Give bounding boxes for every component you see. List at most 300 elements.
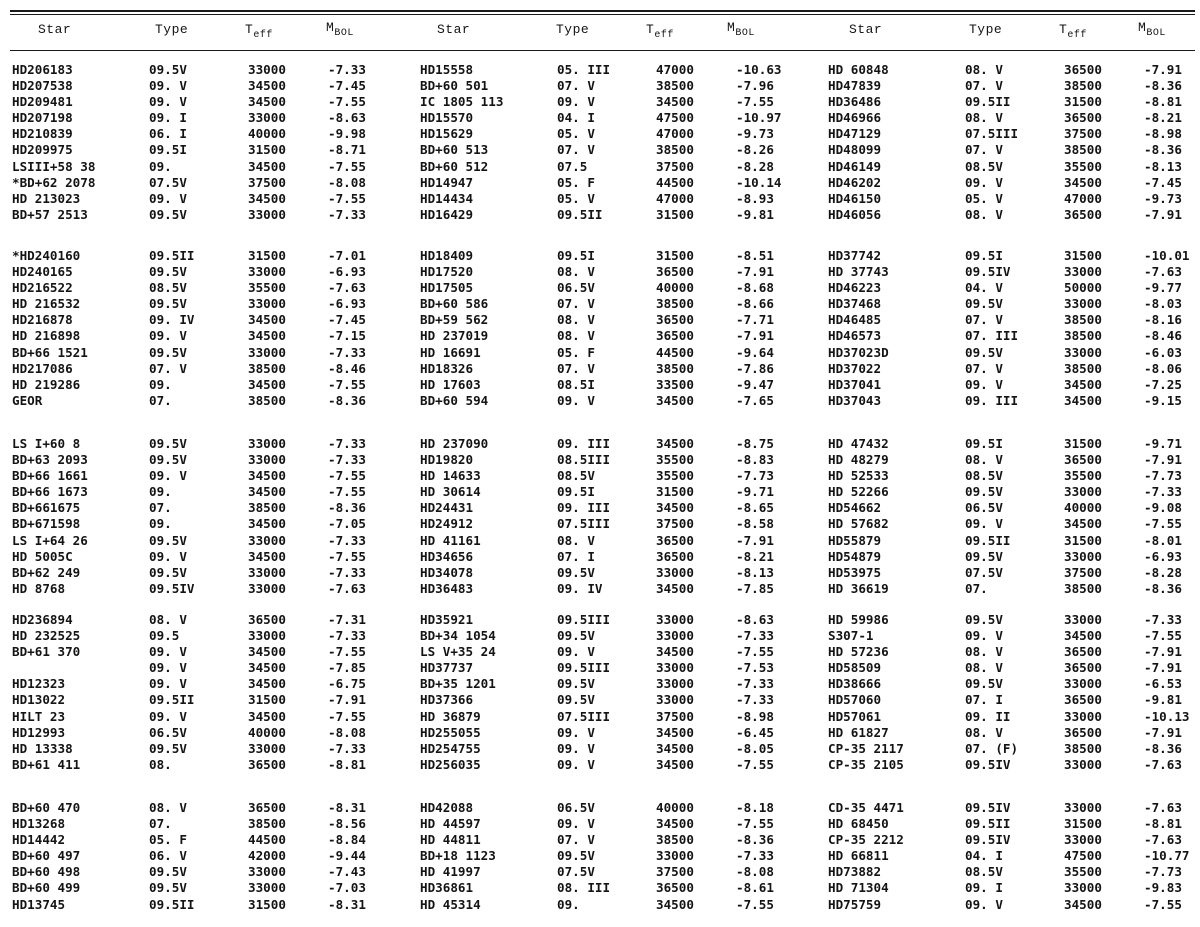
star-name: HD38666 — [828, 676, 882, 692]
table-row — [828, 533, 1200, 549]
mbol-value: -7.45 — [328, 312, 366, 328]
star-name: GEOR — [12, 392, 43, 408]
row-group — [12, 800, 407, 913]
teff-value: 34500 — [248, 708, 286, 724]
spectral-type: 08. V — [965, 660, 1003, 676]
table-row — [12, 549, 407, 565]
spectral-type: 09. V — [557, 816, 595, 832]
spectral-type: 07. V — [965, 360, 1003, 376]
star-name: HD 237090 — [420, 436, 489, 451]
mbol-value: -7.63 — [1144, 800, 1182, 815]
star-name: BD+60 470 — [12, 800, 81, 815]
table-row — [12, 484, 407, 500]
header-teff — [646, 22, 674, 41]
table-row — [12, 533, 407, 549]
star-name: HD48099 — [828, 142, 882, 158]
teff-value: 33000 — [248, 62, 286, 77]
star-name: BD+60 512 — [420, 158, 489, 174]
teff-value: 47000 — [656, 62, 694, 77]
header-mbol-main: M — [1138, 20, 1147, 35]
mbol-value: -7.33 — [1144, 612, 1182, 627]
teff-value: 47000 — [1064, 190, 1102, 206]
mbol-value: -9.47 — [736, 376, 774, 392]
spectral-type: 06.5V — [149, 724, 187, 740]
table-row — [828, 816, 1200, 832]
spectral-type: 09.5V — [149, 436, 187, 451]
star-name: BD+661675 — [12, 500, 81, 516]
spectral-type: 09.5I — [149, 142, 187, 158]
table-row — [828, 159, 1200, 175]
mbol-value: -7.91 — [736, 264, 774, 280]
teff-value: 33000 — [1064, 800, 1102, 815]
spectral-type: 09. — [149, 484, 172, 500]
mbol-value: -8.81 — [1144, 816, 1182, 832]
teff-value: 44500 — [248, 832, 286, 848]
spectral-type: 09. V — [149, 660, 187, 676]
teff-value: 36500 — [1064, 206, 1102, 222]
spectral-type: 09. I — [149, 110, 187, 126]
teff-value: 36500 — [1064, 692, 1102, 708]
header-mbol-sub: BOL — [334, 28, 354, 39]
teff-value: 34500 — [656, 756, 694, 772]
star-name: HD 66811 — [828, 848, 889, 864]
table-row — [828, 628, 1200, 644]
spectral-type: 09. V — [149, 468, 187, 484]
table-row — [420, 94, 815, 110]
teff-value: 36500 — [1064, 452, 1102, 468]
mbol-value: -6.53 — [1144, 676, 1182, 692]
header-mbol-main: M — [326, 20, 335, 35]
teff-value: 34500 — [1064, 392, 1102, 408]
star-name: HD 68450 — [828, 816, 889, 832]
table-row — [420, 612, 815, 628]
mbol-value: -7.55 — [328, 468, 366, 484]
row-group — [420, 248, 815, 409]
row-group — [420, 436, 815, 597]
star-name: HD19820 — [420, 452, 474, 468]
mbol-value: -6.93 — [328, 264, 366, 280]
table-row — [828, 612, 1200, 628]
row-group — [420, 62, 815, 223]
star-name: HD34078 — [420, 564, 474, 580]
star-name: HD57060 — [828, 692, 882, 708]
spectral-type: 09.5V — [149, 62, 187, 77]
spectral-type: 08.5III — [557, 452, 611, 468]
star-name: HD58509 — [828, 660, 882, 676]
teff-value: 36500 — [1064, 62, 1102, 77]
spectral-type: 09. III — [557, 436, 611, 451]
table-row — [12, 660, 407, 676]
star-name: HD 5005C — [12, 548, 73, 564]
teff-value: 38500 — [656, 78, 694, 94]
spectral-type: 09.5V — [149, 296, 187, 312]
spectral-type: 09.5I — [965, 436, 1003, 451]
star-name: HD 44811 — [420, 832, 481, 848]
teff-value: 33000 — [248, 864, 286, 880]
spectral-type: 09. V — [965, 628, 1003, 644]
star-name: HD14434 — [420, 190, 474, 206]
header-teff — [1059, 22, 1087, 41]
table-row — [12, 62, 407, 78]
teff-value: 34500 — [656, 94, 694, 110]
teff-value: 31500 — [656, 248, 694, 263]
table-row — [12, 248, 407, 264]
teff-value: 33500 — [656, 376, 694, 392]
table-row — [828, 377, 1200, 393]
star-name: HD42088 — [420, 800, 474, 815]
mbol-value: -7.65 — [736, 392, 774, 408]
spectral-type: 09. V — [965, 896, 1003, 912]
spectral-type: 09.5V — [149, 452, 187, 468]
mbol-value: -8.75 — [736, 436, 774, 451]
teff-value: 33000 — [248, 740, 286, 756]
star-name: BD+60 499 — [12, 880, 81, 896]
teff-value: 33000 — [248, 580, 286, 596]
mbol-value: -8.05 — [736, 740, 774, 756]
teff-value: 31500 — [1064, 532, 1102, 548]
table-row — [828, 676, 1200, 692]
teff-value: 34500 — [248, 78, 286, 94]
spectral-type: 09. V — [149, 644, 187, 660]
table-row — [420, 676, 815, 692]
header-mbol — [727, 20, 755, 39]
teff-value: 34500 — [248, 516, 286, 532]
spectral-type: 09. I — [965, 880, 1003, 896]
table-row — [420, 142, 815, 158]
row-group — [12, 62, 407, 223]
spectral-type: 09.5V — [149, 344, 187, 360]
teff-value: 34500 — [248, 328, 286, 344]
teff-value: 36500 — [1064, 110, 1102, 126]
teff-value: 40000 — [1064, 500, 1102, 516]
spectral-type: 06.5V — [557, 280, 595, 296]
teff-value: 37500 — [656, 516, 694, 532]
mbol-value: -7.55 — [736, 756, 774, 772]
spectral-type: 05. V — [557, 190, 595, 206]
mbol-value: -7.55 — [1144, 896, 1182, 912]
table-row — [420, 741, 815, 757]
star-name: LS I+60 8 — [12, 436, 81, 451]
star-name: HD46149 — [828, 158, 882, 174]
teff-value: 31500 — [248, 142, 286, 158]
table-row — [828, 94, 1200, 110]
star-name: BD+671598 — [12, 516, 81, 532]
spectral-type: 07.5III — [965, 126, 1019, 142]
spectral-type: 09.5V — [149, 532, 187, 548]
row-group — [828, 800, 1200, 913]
table-row — [420, 78, 815, 94]
mbol-value: -7.55 — [328, 94, 366, 110]
teff-value: 33000 — [248, 532, 286, 548]
table-row — [828, 345, 1200, 361]
mbol-value: -7.53 — [736, 660, 774, 676]
table-row — [420, 393, 815, 409]
spectral-type: 09.5V — [557, 692, 595, 708]
teff-value: 36500 — [656, 548, 694, 564]
mbol-value: -9.81 — [736, 206, 774, 222]
spectral-type: 08. V — [965, 110, 1003, 126]
table-row — [828, 191, 1200, 207]
teff-value: 34500 — [656, 500, 694, 516]
mbol-value: -9.15 — [1144, 392, 1182, 408]
table-row — [828, 110, 1200, 126]
spectral-type: 09.5V — [149, 564, 187, 580]
table-row — [828, 361, 1200, 377]
mbol-value: -8.28 — [736, 158, 774, 174]
table-row — [828, 436, 1200, 452]
table-row — [828, 864, 1200, 880]
star-name: HD 41161 — [420, 532, 481, 548]
mbol-value: -7.73 — [1144, 468, 1182, 484]
row-group — [828, 612, 1200, 773]
spectral-type: 09.5IV — [965, 800, 1011, 815]
table-row — [828, 581, 1200, 597]
table-row — [12, 264, 407, 280]
spectral-type: 07. III — [965, 328, 1019, 344]
star-name: HD 57682 — [828, 516, 889, 532]
mbol-value: -10.77 — [1144, 848, 1190, 864]
spectral-type: 09. II — [965, 708, 1011, 724]
teff-value: 38500 — [1064, 142, 1102, 158]
spectral-type: 07. V — [557, 142, 595, 158]
table-row — [12, 452, 407, 468]
star-name: HD 8768 — [12, 580, 66, 596]
table-row — [828, 126, 1200, 142]
spectral-type: 09.5II — [149, 692, 195, 708]
spectral-type: 09.5V — [965, 612, 1003, 627]
teff-value: 44500 — [656, 174, 694, 190]
mbol-value: -7.45 — [328, 78, 366, 94]
spectral-type: 09. V — [149, 548, 187, 564]
spectral-type: 09.5V — [557, 628, 595, 644]
table-row — [420, 452, 815, 468]
spectral-type: 05. F — [149, 832, 187, 848]
teff-value: 34500 — [248, 94, 286, 110]
teff-value: 38500 — [656, 832, 694, 848]
star-name: BD+61 370 — [12, 644, 81, 660]
star-name: HD37742 — [828, 248, 882, 263]
star-name: HD37366 — [420, 692, 474, 708]
teff-value: 47000 — [656, 126, 694, 142]
row-group — [828, 248, 1200, 409]
spectral-type: 05. III — [557, 62, 611, 77]
teff-value: 33000 — [1064, 344, 1102, 360]
mbol-value: -7.63 — [328, 280, 366, 296]
spectral-type: 09. V — [557, 740, 595, 756]
teff-value: 34500 — [248, 660, 286, 676]
table-row — [420, 62, 815, 78]
star-name: HD37468 — [828, 296, 882, 312]
mbol-value: -7.55 — [736, 94, 774, 110]
spectral-type: 09. V — [149, 676, 187, 692]
table-row — [12, 565, 407, 581]
mbol-value: -7.55 — [328, 644, 366, 660]
mbol-value: -7.05 — [328, 516, 366, 532]
mbol-value: -9.83 — [1144, 880, 1182, 896]
spectral-type: 05. F — [557, 174, 595, 190]
spectral-type: 09.5V — [557, 848, 595, 864]
star-name: HD 213023 — [12, 190, 81, 206]
header-mbol-main: M — [727, 20, 736, 35]
teff-value: 37500 — [656, 158, 694, 174]
star-name: HD206183 — [12, 62, 73, 77]
teff-value: 47500 — [656, 110, 694, 126]
table-row — [828, 897, 1200, 913]
mbol-value: -7.91 — [736, 328, 774, 344]
mbol-value: -10.63 — [736, 62, 782, 77]
mbol-value: -8.63 — [328, 110, 366, 126]
teff-value: 38500 — [1064, 78, 1102, 94]
spectral-type: 09.5II — [149, 248, 195, 263]
mbol-value: -7.63 — [328, 580, 366, 596]
mbol-value: -7.33 — [1144, 484, 1182, 500]
header-type: Type — [155, 22, 189, 37]
mbol-value: -8.21 — [1144, 110, 1182, 126]
table-row — [420, 264, 815, 280]
teff-value: 38500 — [656, 296, 694, 312]
mbol-value: -7.85 — [328, 660, 366, 676]
table-row — [828, 62, 1200, 78]
spectral-type: 09.5V — [149, 880, 187, 896]
spectral-type: 09. V — [149, 94, 187, 110]
table-row — [828, 500, 1200, 516]
star-name: HILT 23 — [12, 708, 66, 724]
spectral-type: 09. V — [557, 94, 595, 110]
teff-value: 33000 — [248, 436, 286, 451]
star-name: HD209975 — [12, 142, 73, 158]
star-name: HD47839 — [828, 78, 882, 94]
mbol-value: -7.31 — [328, 612, 366, 627]
teff-value: 36500 — [1064, 724, 1102, 740]
star-name: HD209481 — [12, 94, 73, 110]
header-type: Type — [556, 22, 590, 37]
teff-value: 31500 — [248, 248, 286, 263]
spectral-type: 09.5I — [557, 484, 595, 500]
mbol-value: -7.33 — [736, 676, 774, 692]
spectral-type: 09. — [149, 516, 172, 532]
table-row — [420, 800, 815, 816]
table-row — [420, 581, 815, 597]
star-name: HD 17603 — [420, 376, 481, 392]
teff-value: 34500 — [1064, 516, 1102, 532]
star-name: HD 16691 — [420, 344, 481, 360]
spectral-type: 09.5V — [557, 564, 595, 580]
star-name: BD+66 1521 — [12, 344, 88, 360]
star-name: HD57061 — [828, 708, 882, 724]
teff-value: 33000 — [656, 660, 694, 676]
teff-value: 34500 — [1064, 376, 1102, 392]
table-row — [420, 312, 815, 328]
mbol-value: -8.81 — [328, 756, 366, 772]
spectral-type: 09. IV — [557, 580, 603, 596]
teff-value: 33000 — [1064, 296, 1102, 312]
star-name: HD255055 — [420, 724, 481, 740]
mbol-value: -7.43 — [328, 864, 366, 880]
mbol-value: -10.01 — [1144, 248, 1190, 263]
spectral-type: 08. V — [557, 328, 595, 344]
mbol-value: -7.91 — [328, 692, 366, 708]
teff-value: 36500 — [248, 800, 286, 815]
teff-value: 33000 — [1064, 832, 1102, 848]
mbol-value: -7.55 — [328, 484, 366, 500]
mbol-value: -8.36 — [328, 500, 366, 516]
teff-value: 47000 — [656, 190, 694, 206]
spectral-type: 07. V — [557, 78, 595, 94]
teff-value: 36500 — [656, 880, 694, 896]
star-name: HD34656 — [420, 548, 474, 564]
spectral-type: 09.5IV — [965, 756, 1011, 772]
spectral-type: 07. V — [149, 360, 187, 376]
table-row — [12, 393, 407, 409]
star-name: HD54662 — [828, 500, 882, 516]
spectral-type: 09.5V — [965, 344, 1003, 360]
table-column-group-1 — [12, 62, 407, 922]
header-mbol — [1138, 20, 1166, 39]
mbol-value: -9.77 — [1144, 280, 1182, 296]
row-group — [420, 612, 815, 773]
mbol-value: -7.33 — [328, 564, 366, 580]
star-name: HD 232525 — [12, 628, 81, 644]
teff-value: 38500 — [656, 360, 694, 376]
table-row — [12, 516, 407, 532]
star-name: HD 44597 — [420, 816, 481, 832]
teff-value: 33000 — [656, 564, 694, 580]
teff-value: 34500 — [1064, 628, 1102, 644]
teff-value: 35500 — [1064, 158, 1102, 174]
mbol-value: -7.33 — [328, 740, 366, 756]
mbol-value: -7.33 — [328, 436, 366, 451]
teff-value: 33000 — [1064, 264, 1102, 280]
spectral-type: 08. V — [965, 62, 1003, 77]
star-name: LSIII+58 38 — [12, 158, 96, 174]
spectral-type: 06.5V — [965, 500, 1003, 516]
star-name: HD 36879 — [420, 708, 481, 724]
spectral-type: 09.5 — [149, 628, 180, 644]
teff-value: 31500 — [656, 484, 694, 500]
teff-value: 31500 — [1064, 816, 1102, 832]
table-row — [828, 280, 1200, 296]
teff-value: 33000 — [248, 206, 286, 222]
mbol-value: -7.33 — [736, 848, 774, 864]
star-name: BD+60 513 — [420, 142, 489, 158]
star-name: HD 36619 — [828, 580, 889, 596]
table-row — [828, 848, 1200, 864]
mbol-value: -7.55 — [328, 548, 366, 564]
mbol-value: -8.51 — [736, 248, 774, 263]
star-name: HD 48279 — [828, 452, 889, 468]
mbol-value: -9.44 — [328, 848, 366, 864]
spectral-type: 07. — [149, 500, 172, 516]
table-row — [12, 628, 407, 644]
mbol-value: -7.33 — [736, 628, 774, 644]
teff-value: 33000 — [1064, 548, 1102, 564]
table-row — [12, 612, 407, 628]
table-row — [12, 191, 407, 207]
table-row — [420, 126, 815, 142]
mbol-value: -8.13 — [736, 564, 774, 580]
spectral-type: 08. V — [149, 612, 187, 627]
teff-value: 31500 — [656, 206, 694, 222]
teff-value: 33000 — [248, 110, 286, 126]
header-teff-sub: eff — [1067, 30, 1087, 41]
teff-value: 31500 — [1064, 436, 1102, 451]
star-name: HD54879 — [828, 548, 882, 564]
star-name: HD 47432 — [828, 436, 889, 451]
mbol-value: -8.46 — [1144, 328, 1182, 344]
table-row — [12, 436, 407, 452]
mbol-value: -9.64 — [736, 344, 774, 360]
star-name: HD17520 — [420, 264, 474, 280]
